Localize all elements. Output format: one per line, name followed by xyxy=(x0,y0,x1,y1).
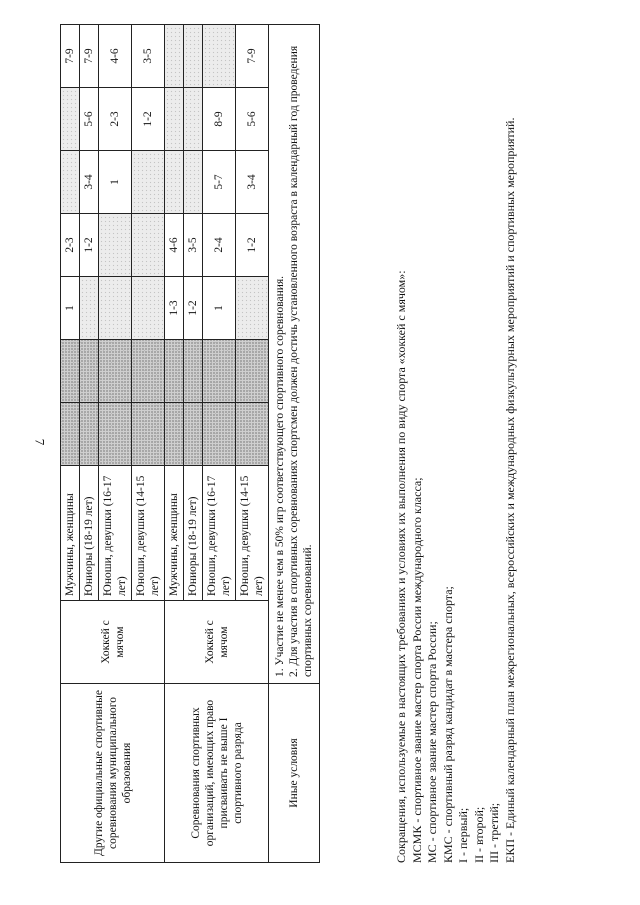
table-row xyxy=(61,25,80,863)
place-range-cell: 3-4 xyxy=(236,151,269,214)
place-range-cell: 1 xyxy=(61,277,80,340)
place-range-cell xyxy=(61,88,80,151)
abbreviations-intro: Сокращения, используемые в настоящих требованиях и условиях их выполнения по виду спорта «хоккей с мячом»: xyxy=(394,270,408,863)
place-range-cell xyxy=(203,25,236,88)
place-range-cell: 7-9 xyxy=(80,25,99,88)
place-range-cell xyxy=(165,403,184,466)
age-group-cell: Юноши, девушки (16-17 лет) xyxy=(99,466,132,601)
condition-note: 1. Участие не менее чем в 50% игр соответствующего спортивного соревнования. xyxy=(274,275,286,677)
place-range-cell xyxy=(184,403,203,466)
abbreviation-item: ЕКП - Единый календарный план межрегиональных, всероссийских и международных физкультурных мероприятий и спортивных мероприятий. xyxy=(502,117,517,863)
sport-name-cell: Хоккей с мячом xyxy=(61,601,165,684)
place-range-cell xyxy=(132,403,165,466)
norms-table xyxy=(60,24,320,863)
page-number: 7 xyxy=(32,438,48,446)
place-range-cell: 1-2 xyxy=(132,88,165,151)
other-conditions-label: Иные условия xyxy=(269,684,320,863)
place-range-cell: 3-5 xyxy=(132,25,165,88)
abbreviation-item: МС - спортивное звание мастер спорта России; xyxy=(425,621,439,863)
age-group-cell: Мужчины, женщины xyxy=(61,466,80,601)
place-range-cell xyxy=(80,340,99,403)
event-name-cell: Соревнования спортивных организаций, имеющих право присваивать не выше I спортивного разряда xyxy=(165,684,269,863)
place-range-cell: 1 xyxy=(203,277,236,340)
place-range-cell xyxy=(61,340,80,403)
place-range-cell xyxy=(132,214,165,277)
age-group-cell: Юноши, девушки (16-17 лет) xyxy=(203,466,236,601)
abbreviation-item: II - второй; xyxy=(471,806,486,863)
place-range-cell xyxy=(99,340,132,403)
place-range-cell: 2-3 xyxy=(61,214,80,277)
place-range-cell xyxy=(236,277,269,340)
place-range-cell: 4-6 xyxy=(99,25,132,88)
place-range-cell xyxy=(99,214,132,277)
other-conditions-notes xyxy=(269,25,320,684)
sport-name-cell: Хоккей с мячом xyxy=(165,601,269,684)
place-range-cell: 3-5 xyxy=(184,214,203,277)
place-range-cell xyxy=(236,403,269,466)
place-range-cell: 1-2 xyxy=(184,277,203,340)
place-range-cell xyxy=(203,340,236,403)
abbreviation-item: III - третий; xyxy=(487,802,501,863)
place-range-cell xyxy=(184,88,203,151)
place-range-cell xyxy=(236,340,269,403)
abbreviation-item: МСМК - спортивное звание мастер спорта России международного класса; xyxy=(409,477,424,863)
place-range-cell xyxy=(80,277,99,340)
condition-note: 2. Для участия в спортивных соревнованиях спортсмен должен достичь установленного возраста в календарный год проведения спортивных соревнований. xyxy=(288,45,314,677)
place-range-cell xyxy=(184,25,203,88)
abbreviation-item: I - первый; xyxy=(456,807,470,863)
place-range-cell xyxy=(99,277,132,340)
place-range-cell xyxy=(132,151,165,214)
place-range-cell: 1-2 xyxy=(80,214,99,277)
abbreviations-block xyxy=(394,63,518,863)
place-range-cell: 1-2 xyxy=(236,214,269,277)
place-range-cell: 4-6 xyxy=(165,214,184,277)
place-range-cell xyxy=(132,340,165,403)
place-range-cell: 7-9 xyxy=(236,25,269,88)
abbreviation-item: КМС - спортивный разряд кандидат в мастера спорта; xyxy=(440,586,455,863)
table-row-other-conditions xyxy=(269,25,320,863)
place-range-cell xyxy=(165,340,184,403)
event-name-cell: Другие официальные спортивные соревнования муниципального образования xyxy=(61,684,165,863)
age-group-cell: Юноши, девушки (14-15 лет) xyxy=(132,466,165,601)
place-range-cell xyxy=(165,151,184,214)
place-range-cell: 5-6 xyxy=(236,88,269,151)
place-range-cell xyxy=(80,403,99,466)
age-group-cell: Юноши, девушки (14-15 лет) xyxy=(236,466,269,601)
place-range-cell: 5-7 xyxy=(203,151,236,214)
place-range-cell xyxy=(61,403,80,466)
place-range-cell: 1 xyxy=(99,151,132,214)
place-range-cell: 3-4 xyxy=(80,151,99,214)
place-range-cell: 7-9 xyxy=(61,25,80,88)
place-range-cell: 5-6 xyxy=(80,88,99,151)
place-range-cell xyxy=(165,25,184,88)
place-range-cell xyxy=(203,403,236,466)
place-range-cell xyxy=(61,151,80,214)
place-range-cell xyxy=(184,151,203,214)
age-group-cell: Юниоры (18-19 лет) xyxy=(184,466,203,601)
table-row xyxy=(165,25,184,863)
place-range-cell: 1-3 xyxy=(165,277,184,340)
age-group-cell: Юниоры (18-19 лет) xyxy=(80,466,99,601)
place-range-cell xyxy=(184,340,203,403)
place-range-cell xyxy=(132,277,165,340)
place-range-cell xyxy=(99,403,132,466)
place-range-cell: 2-4 xyxy=(203,214,236,277)
place-range-cell: 2-3 xyxy=(99,88,132,151)
age-group-cell: Мужчины, женщины xyxy=(165,466,184,601)
place-range-cell: 8-9 xyxy=(203,88,236,151)
place-range-cell xyxy=(165,88,184,151)
